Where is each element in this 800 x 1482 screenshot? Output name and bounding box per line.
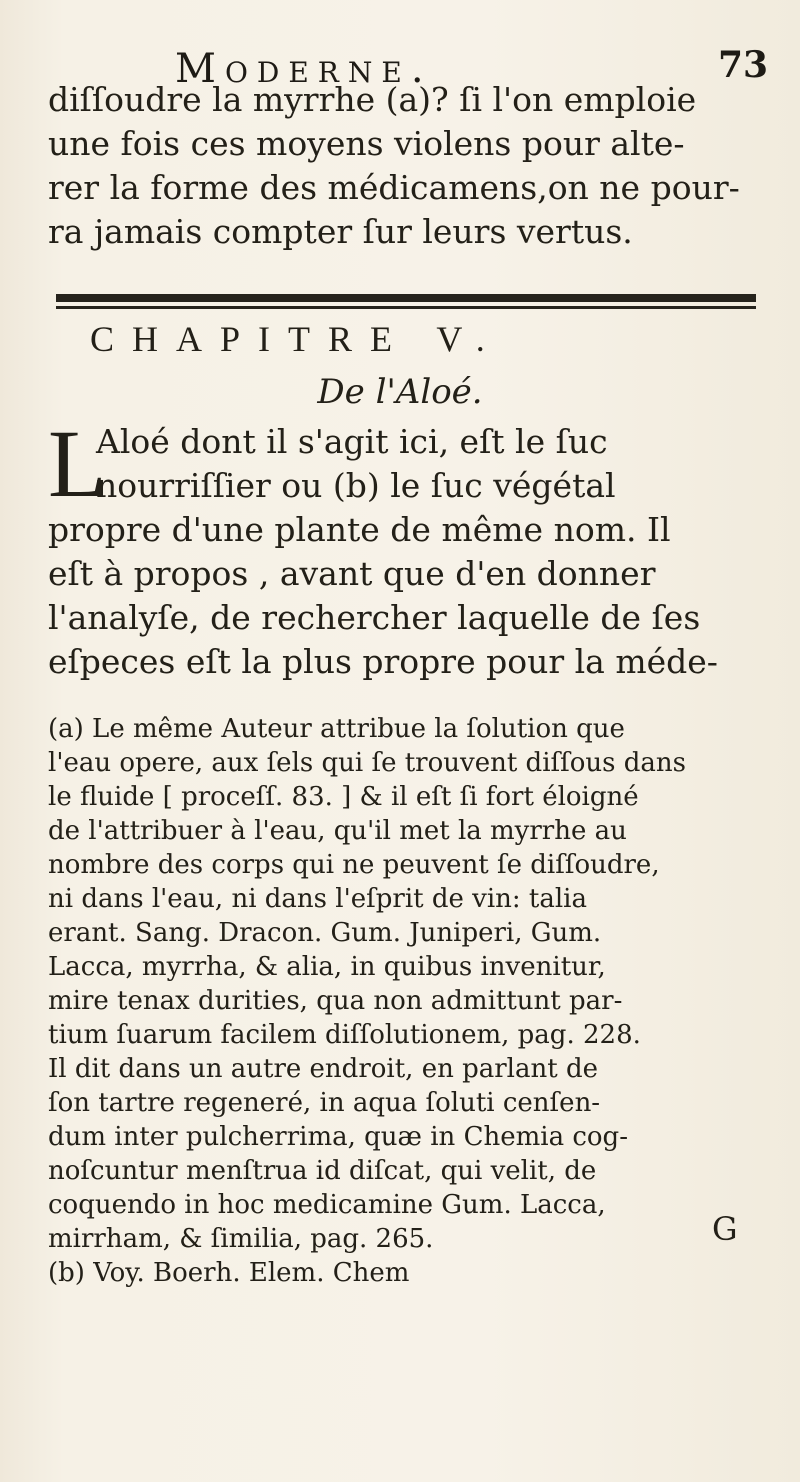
footnote-line: dum inter pulcherrima, quæ in Chemia cog- [48, 1122, 628, 1152]
footnotes [48, 712, 768, 1290]
text-line: propre d'une plante de même nom. Il [48, 510, 671, 549]
footnote-line: nombre des corps qui ne peuvent ſe diſſoudre, [48, 850, 660, 880]
footnote-line: (b) Voy. Boerh. Elem. Chem [48, 1258, 410, 1288]
footnote-line: tium ſuarum facilem diſſolutionem, pag. 228. [48, 1020, 641, 1050]
section-rule-thin [56, 306, 756, 309]
footnote-line: ni dans l'eau, ni dans l'eſprit de vin: talia [48, 884, 587, 914]
chapter-heading: CHAPITRE V. [90, 319, 503, 359]
footnote-line: (a) Le même Auteur attribue la ſolution que [48, 714, 625, 744]
footnote-line: mire tenax durities, qua non admittunt par- [48, 986, 623, 1016]
text-line: eſt à propos , avant que d'en donner [48, 554, 656, 593]
footnote-line: l'eau opere, aux ſels qui ſe trouvent diſſous dans [48, 748, 686, 778]
running-title: Moderne. [175, 46, 433, 92]
main-paragraph [48, 410, 768, 684]
text-line: eſpeces eſt la plus propre pour la méde- [48, 642, 718, 681]
text-line: nourriſſier ou (b) le ſuc végétal [96, 466, 616, 505]
text-line: diſſoudre la myrrhe (a)? ſi l'on emploie [48, 80, 697, 119]
text-line: Aloé dont il s'agit ici, eſt le ſuc [96, 422, 608, 461]
section-rule [56, 294, 756, 302]
chapter-subtitle: De l'Aloé. [317, 372, 483, 412]
footnote-line: le fluide [ proceſſ. 83. ] & il eſt ſi fort éloigné [48, 782, 639, 812]
text-line: une fois ces moyens violens pour alte- [48, 124, 685, 163]
page-number: 73 [718, 44, 769, 86]
footnote-line: noſcuntur menſtrua id diſcat, qui velit, de [48, 1156, 597, 1186]
signature-mark: G [712, 1210, 738, 1248]
footnote-line: mirrham, & ſimilia, pag. 265. [48, 1224, 434, 1254]
footnote-line: coquendo in hoc medicamine Gum. Lacca, [48, 1190, 606, 1220]
footnote-line: ſon tartre regeneré, in aqua ſoluti cenſen- [48, 1088, 601, 1118]
text-line: ra jamais compter ſur leurs vertus. [48, 212, 633, 251]
text-line: l'analyſe, de rechercher laquelle de ſes [48, 598, 701, 637]
footnote-line: Lacca, myrrha, & alia, in quibus invenitur, [48, 952, 606, 982]
footnote-line: Il dit dans un autre endroit, en parlant de [48, 1054, 598, 1084]
footnote-line: de l'attribuer à l'eau, qu'il met la myrrhe au [48, 816, 627, 846]
drop-cap: L [48, 410, 107, 517]
opening-paragraph [48, 78, 768, 254]
footnote-line: erant. Sang. Dracon. Gum. Juniperi, Gum. [48, 918, 602, 948]
text-line: rer la forme des médicamens,on ne pour- [48, 168, 740, 207]
